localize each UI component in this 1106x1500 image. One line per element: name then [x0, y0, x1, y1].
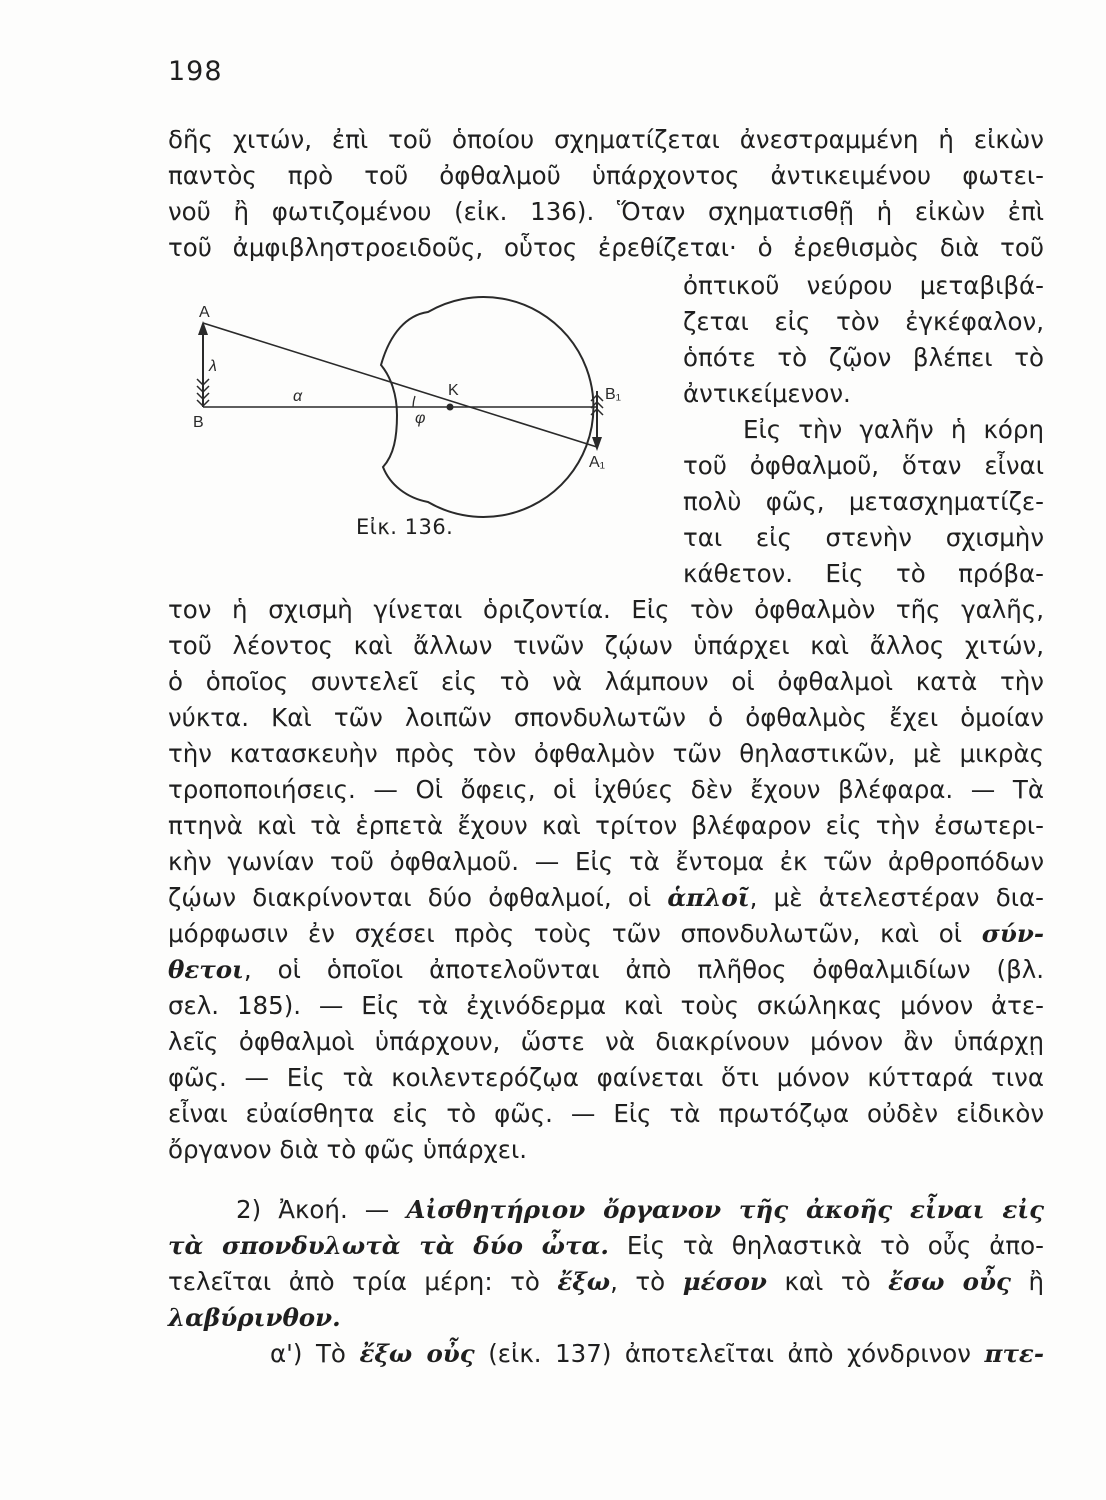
text-line: λεῖς ὀφθαλμοὶ ὑπάρχουν, ὥστε νὰ διακρίνουν μόνον ἂν ὑπάρχῃ — [168, 1027, 1044, 1056]
text-segment: ζῴων διακρίνονται δύο ὀφθαλμοί, οἱ — [168, 883, 668, 912]
section-heading-line — [236, 1192, 1044, 1228]
text-line: τοῦ ὀφθαλμοῦ, ὅταν εἶναι — [683, 451, 1044, 480]
object-arrow-head — [198, 321, 208, 335]
emphasis-term: ἁπλοῖ — [667, 883, 750, 912]
text-line — [168, 880, 1044, 916]
emphasis-term: πτε- — [984, 1339, 1044, 1368]
text-line — [270, 1336, 1044, 1372]
label-b1: B₁ — [605, 386, 622, 403]
text-line: νοῦ ἢ φωτιζομένου (εἰκ. 136). Ὅταν σχηματισθῇ ἡ εἰκὼν ἐπὶ — [168, 197, 1044, 226]
text-line: Εἰς τὴν γαλῆν ἡ κόρη — [743, 415, 1044, 444]
text-segment: Εἰς τὰ θηλαστικὰ τὸ οὖς ἀπο- — [608, 1231, 1044, 1260]
eye-diagram-figure — [185, 295, 635, 545]
emphasis-term: ἔξω — [557, 1267, 611, 1296]
label-a: A — [199, 304, 210, 321]
text-line: κάθετον. Εἰς τὸ πρόβα- — [683, 559, 1044, 588]
text-line — [168, 1228, 1044, 1264]
eye-diagram — [185, 295, 635, 545]
text-line: ται εἰς στενὴν σχισμὴν — [683, 523, 1044, 552]
emphasis-term: λαβύρινθον. — [168, 1303, 341, 1332]
label-b: B — [193, 414, 204, 431]
text-line: δῆς χιτών, ἐπὶ τοῦ ὁποίου σχηματίζεται ἀνεστραμμένη ἡ εἰκὼν — [168, 125, 1044, 154]
text-line: κὴν γωνίαν τοῦ ὀφθαλμοῦ. — Εἰς τὰ ἔντομα ἐκ τῶν ἀρθροπόδων — [168, 847, 1044, 876]
text-segment: , οἱ ὁποῖοι ἀποτελοῦνται ἀπὸ πλῆθος ὀφθαλμιδίων (βλ. — [243, 955, 1044, 984]
text-line: τὴν κατασκευὴν πρὸς τὸν ὀφθαλμὸν τῶν θηλαστικῶν, μὲ μικρὰς — [168, 739, 1044, 768]
text-line: τροποποιήσεις. — Οἱ ὄφεις, οἱ ἰχθύες δὲν ἔχουν βλέφαρα. — Τὰ — [168, 775, 1044, 804]
image-arrow-head — [592, 437, 602, 451]
light-ray-line — [203, 323, 597, 447]
text-line: σελ. 185). — Εἰς τὰ ἐχινόδερμα καὶ τοὺς σκώληκας μόνον ἀτε- — [168, 991, 1044, 1020]
page-number: 198 — [168, 56, 223, 87]
text-segment: καὶ τὸ — [766, 1267, 889, 1296]
text-line: παντὸς πρὸ τοῦ ὀφθαλμοῦ ὑπάρχοντος ἀντικειμένου φωτει- — [168, 161, 1044, 190]
text-segment: α') Τὸ — [270, 1339, 360, 1368]
text-line — [168, 952, 1044, 988]
nodal-point — [447, 404, 454, 411]
text-segment: , μὲ ἀτελεστέραν δια- — [749, 883, 1044, 912]
text-line — [168, 1300, 1044, 1336]
label-alpha: α — [293, 388, 303, 405]
text-line: τοῦ λέοντος καὶ ἄλλων τινῶν ζῴων ὑπάρχει καὶ ἄλλος χιτών, — [168, 631, 1044, 660]
text-line: ὀπτικοῦ νεύρου μεταβιβά- — [683, 271, 1044, 300]
text-line: νύκτα. Καὶ τῶν λοιπῶν σπονδυλωτῶν ὁ ὀφθαλμὸς ἔχει ὁμοίαν — [168, 703, 1044, 732]
text-line: ἀντικείμενον. — [683, 379, 851, 408]
text-line: ζεται εἰς τὸν ἐγκέφαλον, — [683, 307, 1044, 336]
emphasis-term: τὰ σπονδυλωτὰ τὰ δύο ὦτα. — [168, 1231, 609, 1260]
text-line: τον ἡ σχισμὴ γίνεται ὁριζοντία. Εἰς τὸν ὀφθαλμὸν τῆς γαλῆς, — [168, 595, 1044, 624]
emphasis-term: θετοι — [168, 955, 244, 984]
text-line: πολὺ φῶς, μετασχηματίζε- — [683, 487, 1044, 516]
label-lambda: λ — [209, 358, 217, 375]
text-line: πτηνὰ καὶ τὰ ἑρπετὰ ἔχουν καὶ τρίτον βλέφαρον εἰς τὴν ἐσωτερι- — [168, 811, 1044, 840]
emphasis-term: σύν- — [981, 919, 1044, 948]
text-segment: μόρφωσιν ἐν σχέσει πρὸς τοὺς τῶν σπονδυλωτῶν, καὶ οἱ — [168, 919, 982, 948]
text-line: ὄργανον διὰ τὸ φῶς ὑπάρχει. — [168, 1135, 528, 1164]
label-k: K — [448, 382, 459, 399]
section-heading: 2) Ἀκοή. — — [236, 1195, 407, 1224]
text-line — [168, 916, 1044, 952]
text-line: ὁπότε τὸ ζῷον βλέπει τὸ — [683, 343, 1044, 372]
text-line — [168, 1264, 1044, 1300]
text-line: εἶναι εὐαίσθητα εἰς τὸ φῶς. — Εἰς τὰ πρωτόζῳα οὐδὲν εἰδικὸν — [168, 1099, 1044, 1128]
text-segment: (εἰκ. 137) ἀποτελεῖται ἀπὸ χόνδρινον — [474, 1339, 985, 1368]
text-segment: , τὸ — [610, 1267, 683, 1296]
angle-arc — [413, 396, 415, 407]
text-line: τοῦ ἀμφιβληστροειδοῦς, οὗτος ἐρεθίζεται· ὁ ἐρεθισμὸς διὰ τοῦ — [168, 233, 1044, 262]
text-line: φῶς. — Εἰς τὰ κοιλεντερόζῳα φαίνεται ὅτι μόνον κύτταρά τινα — [168, 1063, 1044, 1092]
emphasis-term: ἔξω οὖς — [359, 1339, 475, 1368]
text-segment: τελεῖται ἀπὸ τρία μέρη: τὸ — [168, 1267, 558, 1296]
label-a1: A₁ — [589, 454, 606, 471]
emphasis-term: μέσον — [682, 1267, 767, 1296]
label-phi: φ — [415, 410, 426, 427]
figure-caption: Εἰκ. 136. — [356, 515, 454, 539]
emphasis-term: Αἰσθητήριον ὄργανον τῆς ἀκοῆς εἶναι εἰς — [406, 1195, 1044, 1224]
emphasis-term: ἔσω οὖς — [888, 1267, 1011, 1296]
text-segment: ἢ — [1010, 1267, 1044, 1296]
text-line: ὁ ὁποῖος συντελεῖ εἰς τὸ νὰ λάμπουν οἱ ὀφθαλμοὶ κατὰ τὴν — [168, 667, 1044, 696]
